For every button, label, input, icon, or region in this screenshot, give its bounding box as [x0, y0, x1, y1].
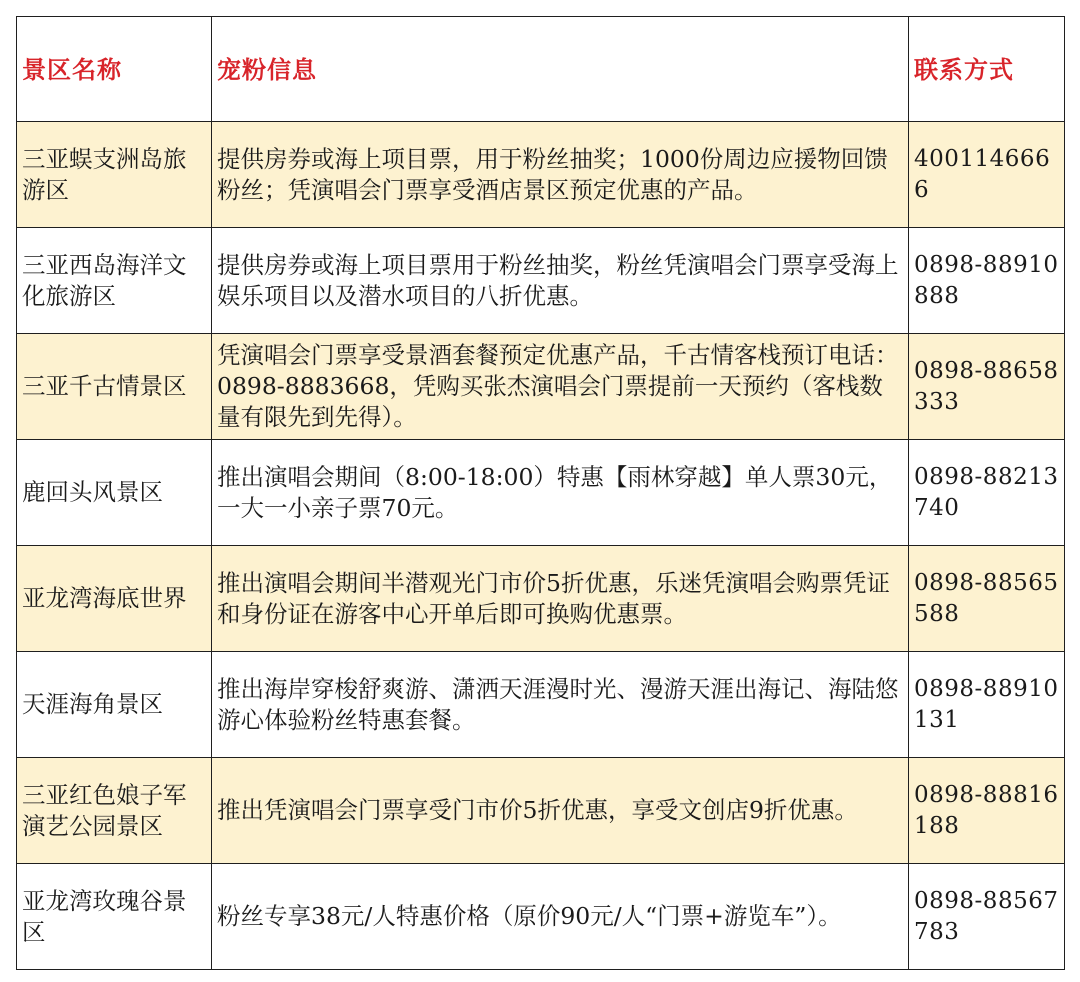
table-row: [17, 440, 1065, 546]
contact-cell: 0898-88213740: [909, 440, 1065, 546]
scenic-name-cell: 天涯海角景区: [17, 652, 212, 758]
contact-cell: 0898-88910888: [909, 228, 1065, 334]
contact-cell: 0898-88565588: [909, 546, 1065, 652]
table-row: [17, 122, 1065, 228]
scenic-name-cell: 三亚千古情景区: [17, 334, 212, 440]
contact-cell: 0898-88910131: [909, 652, 1065, 758]
scenic-name-cell: 三亚蜈支洲岛旅游区: [17, 122, 212, 228]
scenic-promotions-table: [16, 16, 1065, 970]
table-row: [17, 546, 1065, 652]
fan-info-cell: 推出演唱会期间（8:00-18:00）特惠【雨林穿越】单人票30元，一大一小亲子票70元。: [212, 440, 909, 546]
table-row: [17, 228, 1065, 334]
contact-cell: 0898-88658333: [909, 334, 1065, 440]
contact-cell: 4001146666: [909, 122, 1065, 228]
contact-cell: 0898-88816188: [909, 758, 1065, 864]
scenic-name-cell: 鹿回头风景区: [17, 440, 212, 546]
fan-info-cell: 推出海岸穿梭舒爽游、潇洒天涯漫时光、漫游天涯出海记、海陆悠游心体验粉丝特惠套餐。: [212, 652, 909, 758]
fan-info-cell: 提供房券或海上项目票用于粉丝抽奖，粉丝凭演唱会门票享受海上娱乐项目以及潜水项目的八折优惠。: [212, 228, 909, 334]
header-fan-info: 宠粉信息: [212, 17, 909, 122]
table-row: [17, 652, 1065, 758]
fan-info-cell: 粉丝专享38元/人特惠价格（原价90元/人“门票+游览车”）。: [212, 864, 909, 970]
scenic-name-cell: 亚龙湾海底世界: [17, 546, 212, 652]
header-scenic-name: 景区名称: [17, 17, 212, 122]
scenic-name-cell: 三亚西岛海洋文化旅游区: [17, 228, 212, 334]
fan-info-cell: 推出演唱会期间半潜观光门市价5折优惠，乐迷凭演唱会购票凭证和身份证在游客中心开单后即可换购优惠票。: [212, 546, 909, 652]
table-row: [17, 864, 1065, 970]
header-row: [17, 17, 1065, 122]
fan-info-cell: 凭演唱会门票享受景酒套餐预定优惠产品，千古情客栈预订电话：0898-8883668，凭购买张杰演唱会门票提前一天预约（客栈数量有限先到先得）。: [212, 334, 909, 440]
fan-info-cell: 提供房券或海上项目票，用于粉丝抽奖；1000份周边应援物回馈粉丝；凭演唱会门票享受酒店景区预定优惠的产品。: [212, 122, 909, 228]
table-row: [17, 758, 1065, 864]
scenic-name-cell: 亚龙湾玫瑰谷景区: [17, 864, 212, 970]
contact-cell: 0898-88567783: [909, 864, 1065, 970]
table-row: [17, 334, 1065, 440]
scenic-name-cell: 三亚红色娘子军演艺公园景区: [17, 758, 212, 864]
header-contact: 联系方式: [909, 17, 1065, 122]
fan-info-cell: 推出凭演唱会门票享受门市价5折优惠，享受文创店9折优惠。: [212, 758, 909, 864]
